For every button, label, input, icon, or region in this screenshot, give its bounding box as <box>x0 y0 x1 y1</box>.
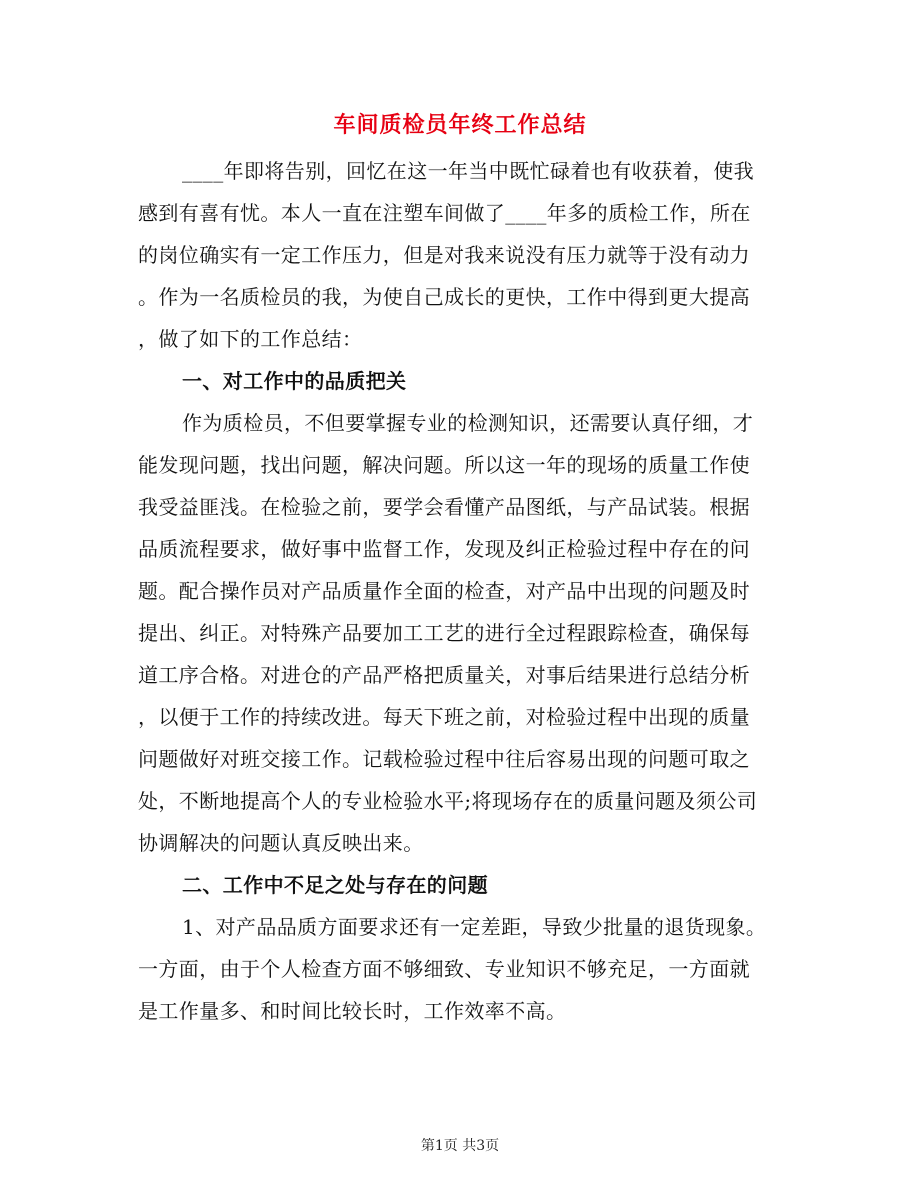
section-1-heading: 一、对工作中的品质把关 <box>182 369 407 393</box>
page-number-footer: 第1页 共3页 <box>420 1138 500 1154</box>
intro-line-2: 感到有喜有忧。本人一直在注塑车间做了____年多的质检工作，所在 <box>138 201 751 225</box>
section-1-line-8: ，以便于工作的持续改进。每天下班之前，对检验过程中出现的质量 <box>138 705 750 729</box>
section-1-line-10: 处，不断地提高个人的专业检验水平;将现场存在的质量问题及须公司 <box>138 789 758 813</box>
intro-line-5: ，做了如下的工作总结： <box>138 327 363 351</box>
section-1-line-5: 题。配合操作员对产品质量作全面的检查，对产品中出现的问题及时 <box>138 579 750 603</box>
section-1-line-11: 协调解决的问题认真反映出来。 <box>138 831 424 855</box>
intro-line-3: 的岗位确实有一定工作压力，但是对我来说没有压力就等于没有动力 <box>138 243 750 267</box>
section-2-heading: 二、工作中不足之处与存在的问题 <box>182 873 488 897</box>
section-2-line-3: 是工作量多、和时间比较长时，工作效率不高。 <box>138 999 567 1023</box>
section-2-line-2: 一方面，由于个人检查方面不够细致、专业知识不够充足，一方面就 <box>138 957 750 981</box>
section-1-line-6: 提出、纠正。对特殊产品要加工工艺的进行全过程跟踪检查，确保每 <box>138 621 750 645</box>
section-2-line-1: 1、对产品品质方面要求还有一定差距，导致少批量的退货现象。 <box>182 915 767 939</box>
section-1-line-3: 我受益匪浅。在检验之前，要学会看懂产品图纸，与产品试装。根据 <box>138 495 750 519</box>
section-1-line-7: 道工序合格。对进仓的产品严格把质量关，对事后结果进行总结分析 <box>138 663 750 687</box>
intro-line-1: ____年即将告别，回忆在这一年当中既忙碌着也有收获着，使我 <box>182 159 754 183</box>
section-1-line-2: 能发现问题，找出问题，解决问题。所以这一年的现场的质量工作使 <box>138 453 750 477</box>
document-title: 车间质检员年终工作总结 <box>333 112 587 138</box>
section-1-line-4: 品质流程要求，做好事中监督工作，发现及纠正检验过程中存在的问 <box>138 537 750 561</box>
section-1-line-1: 作为质检员，不但要掌握专业的检测知识，还需要认真仔细，才 <box>182 411 754 435</box>
intro-line-4: 。作为一名质检员的我，为使自己成长的更快，工作中得到更大提高 <box>138 285 750 309</box>
section-1-line-9: 问题做好对班交接工作。记载检验过程中往后容易出现的问题可取之 <box>138 747 750 771</box>
